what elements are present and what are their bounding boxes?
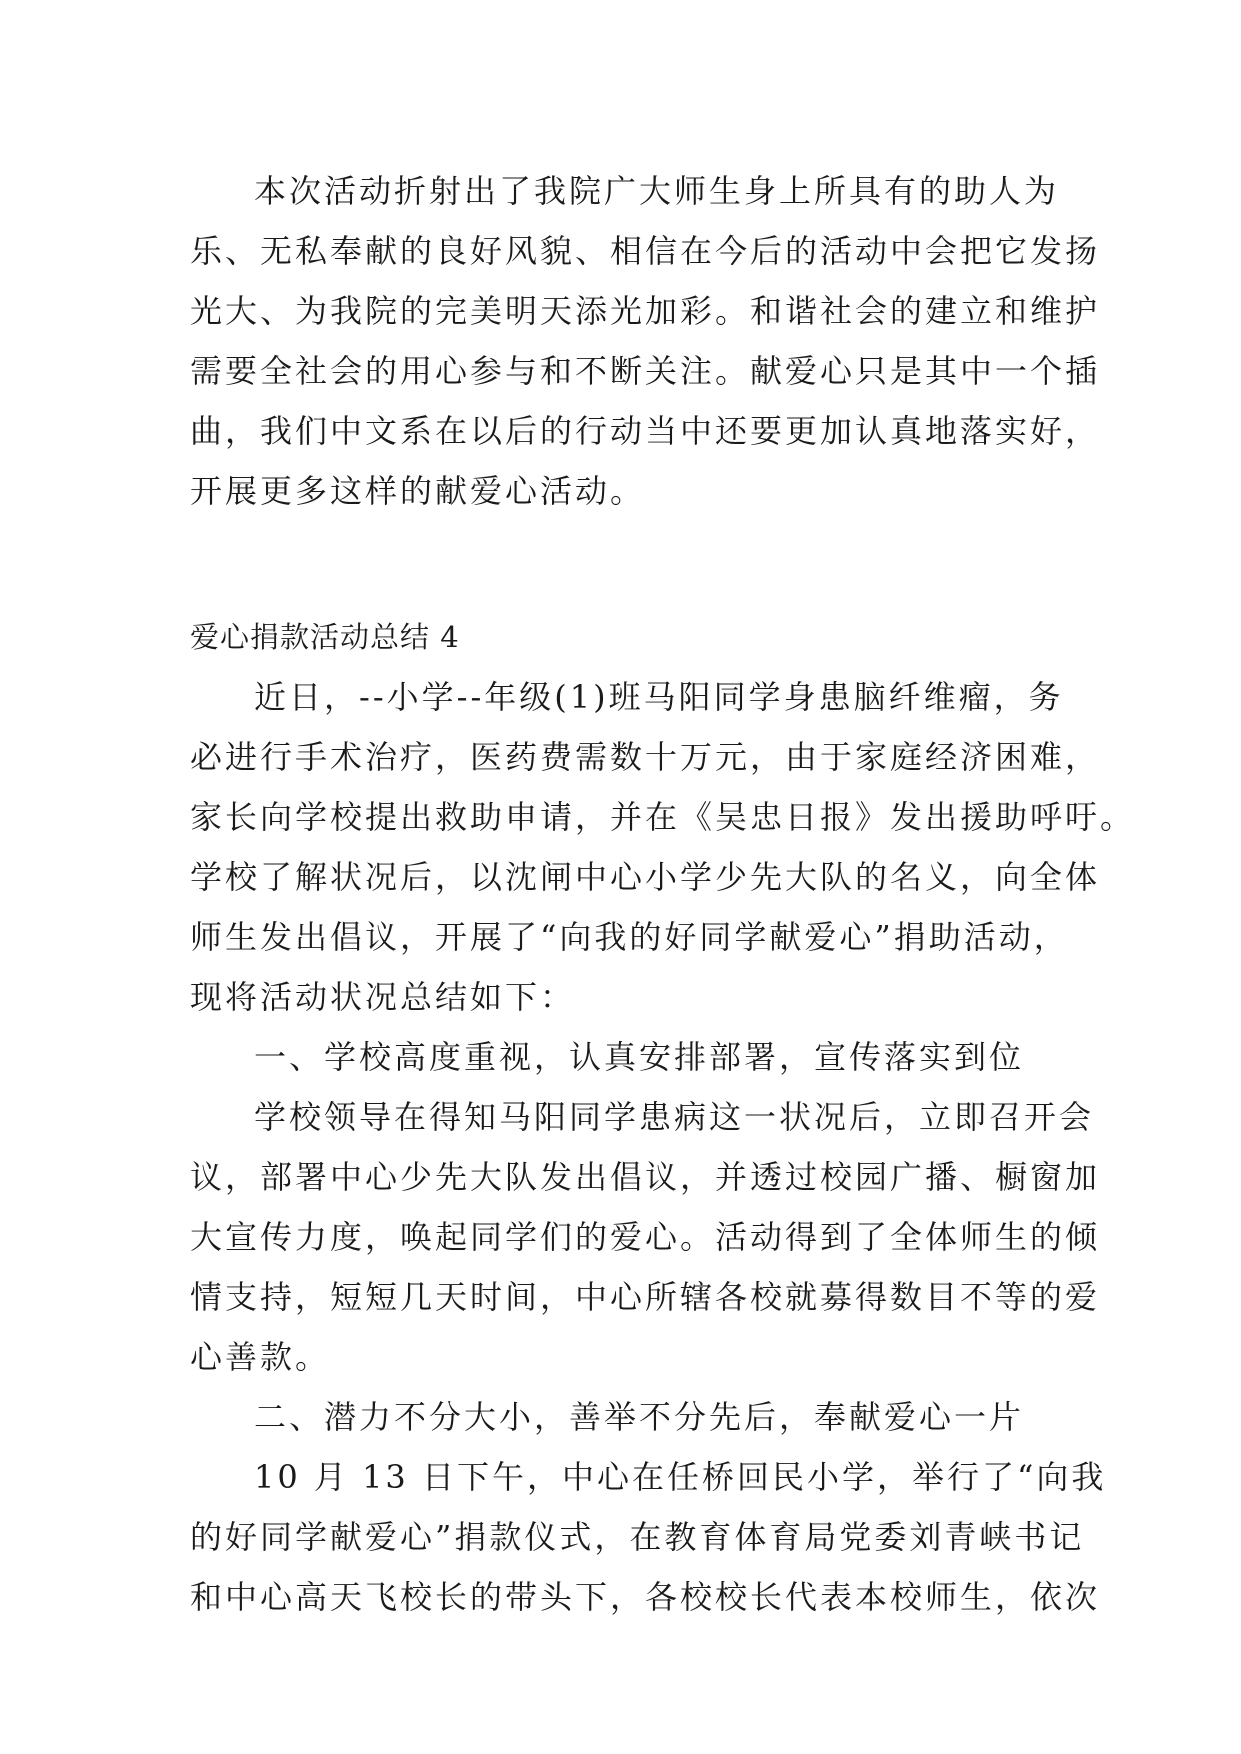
paragraph-line: 开展更多这样的献爱心活动。 [190, 472, 646, 510]
paragraph-line: 必进行手术治疗，医药费需数十万元，由于家庭经济困难， [190, 738, 1101, 776]
paragraph-line: 家长向学校提出救助申请，并在《吴忠日报》发出援助呼吁。 [190, 798, 1136, 836]
paragraph-line: 10 月 13 日下午，中心在任桥回民小学，举行了“向我 [254, 1458, 1107, 1496]
document-body [190, 161, 1136, 1627]
paragraph-line: 心善款。 [190, 1338, 331, 1376]
paragraph-2 [190, 667, 1136, 1027]
paragraph-3 [190, 1087, 1101, 1387]
paragraph-line: 学校领导在得知马阳同学患病这一状况后，立即召开会 [254, 1098, 1095, 1136]
paragraph-line: 乐、无私奉献的良好风貌、相信在今后的活动中会把它发扬 [190, 232, 1101, 270]
section-heading: 爱心捐款活动总结 4 [190, 620, 460, 654]
paragraph-line: 议，部署中心少先大队发出倡议，并透过校园广播、橱窗加 [190, 1158, 1101, 1196]
paragraph-line: 学校了解状况后，以沈闸中心小学少先大队的名义，向全体 [190, 858, 1101, 896]
paragraph-line: 本次活动折射出了我院广大师生身上所具有的助人为 [254, 172, 1060, 210]
subheading-1: 一、学校高度重视，认真安排部署，宣传落实到位 [254, 1038, 1025, 1076]
paragraph-line: 现将活动状况总结如下： [190, 978, 576, 1016]
section-spacer [190, 521, 1070, 607]
paragraph-4 [190, 1447, 1107, 1627]
paragraph-line: 需要全社会的用心参与和不断关注。献爱心只是其中一个插 [190, 352, 1101, 390]
paragraph-1 [190, 161, 1101, 521]
paragraph-line: 曲，我们中文系在以后的行动当中还要更加认真地落实好， [190, 412, 1101, 450]
paragraph-line: 师生发出倡议，开展了“向我的好同学献爱心”捐助活动， [190, 918, 1069, 956]
subheading-2: 二、潜力不分大小，善举不分先后，奉献爱心一片 [254, 1398, 1025, 1436]
paragraph-line: 的好同学献爱心”捐款仪式，在教育体育局党委刘青峡书记 [190, 1518, 1085, 1556]
paragraph-line: 大宣传力度，唤起同学们的爱心。活动得到了全体师生的倾 [190, 1218, 1101, 1256]
paragraph-line: 光大、为我院的完美明天添光加彩。和谐社会的建立和维护 [190, 292, 1101, 330]
paragraph-line: 近日，--小学--年级(1)班马阳同学身患脑纤维瘤，务 [254, 678, 1064, 716]
paragraph-line: 和中心高天飞校长的带头下，各校校长代表本校师生，依次 [190, 1578, 1101, 1616]
paragraph-line: 情支持，短短几天时间，中心所辖各校就募得数目不等的爱 [190, 1278, 1101, 1316]
